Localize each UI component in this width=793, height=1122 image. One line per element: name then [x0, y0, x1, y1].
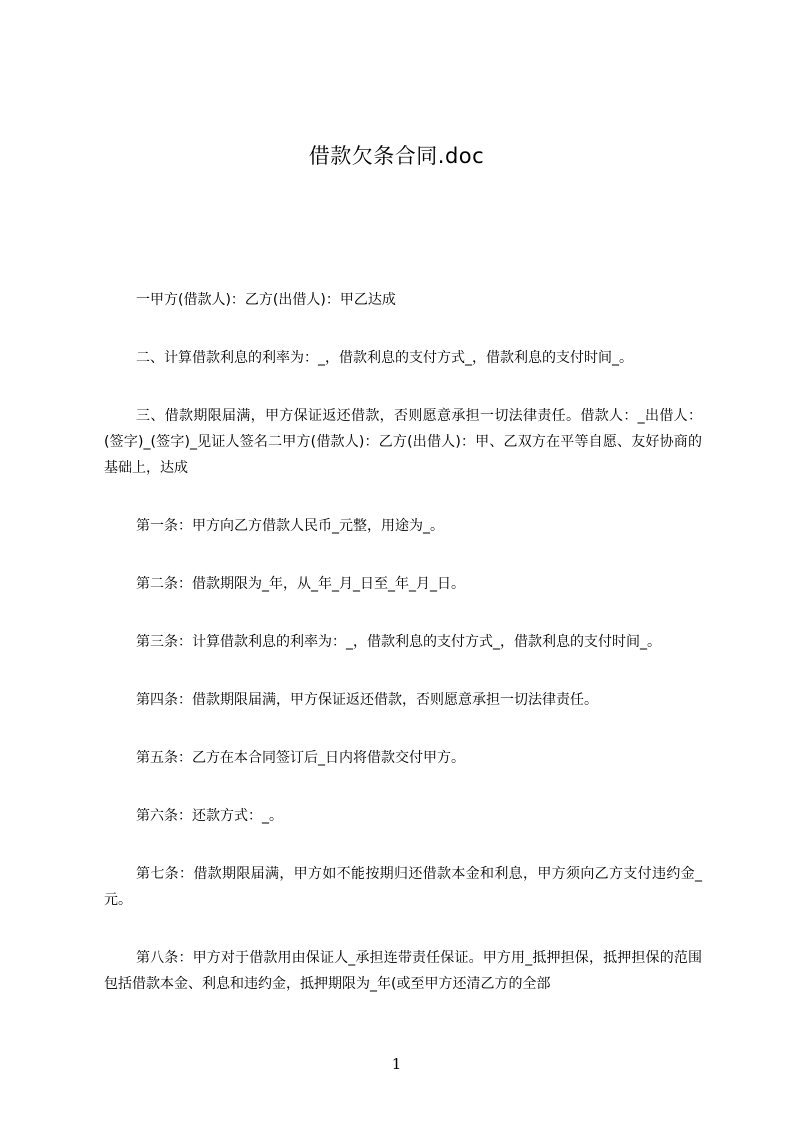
article-7: 第七条：借款期限届满，甲方如不能按期归还借款本金和利息，甲方须向乙方支付违约金_元。	[104, 866, 702, 908]
paragraph-2: 二、计算借款利息的利率为：_，借款利息的支付方式_，借款利息的支付时间_。	[136, 350, 633, 366]
document-body	[104, 287, 702, 1029]
article-4: 第四条：借款期限届满，甲方保证返还借款，否则愿意承担一切法律责任。	[136, 692, 598, 708]
page-number: 1	[391, 1055, 402, 1073]
article-5: 第五条：乙方在本合同签订后_日内将借款交付甲方。	[136, 750, 465, 766]
article-2: 第二条：借款期限为_年，从_年_月_日至_年_月_日。	[136, 576, 465, 592]
paragraph-3: 三、借款期限届满，甲方保证返还借款，否则愿意承担一切法律责任。借款人：_出借人：(签字)_(签字)_见证人签名二甲方(借款人)：乙方(出借人)：甲、乙双方在平等自愿、友好协商的基础上，达成	[104, 408, 702, 476]
article-1: 第一条：甲方向乙方借款人民币_元整，用途为_。	[136, 518, 444, 534]
article-6: 第六条：还款方式：_。	[136, 808, 283, 824]
article-3: 第三条：计算借款利息的利率为：_，借款利息的支付方式_，借款利息的支付时间_。	[136, 634, 661, 650]
article-8: 第八条：甲方对于借款用由保证人_承担连带责任保证。甲方用_抵押担保，抵押担保的范围包括借款本金、利息和违约金，抵押期限为_年(或至甲方还清乙方的全部	[104, 950, 702, 992]
document-title: 借款欠条合同.doc	[308, 144, 485, 168]
paragraph-1: 一甲方(借款人)：乙方(出借人)：甲乙达成	[136, 292, 396, 308]
